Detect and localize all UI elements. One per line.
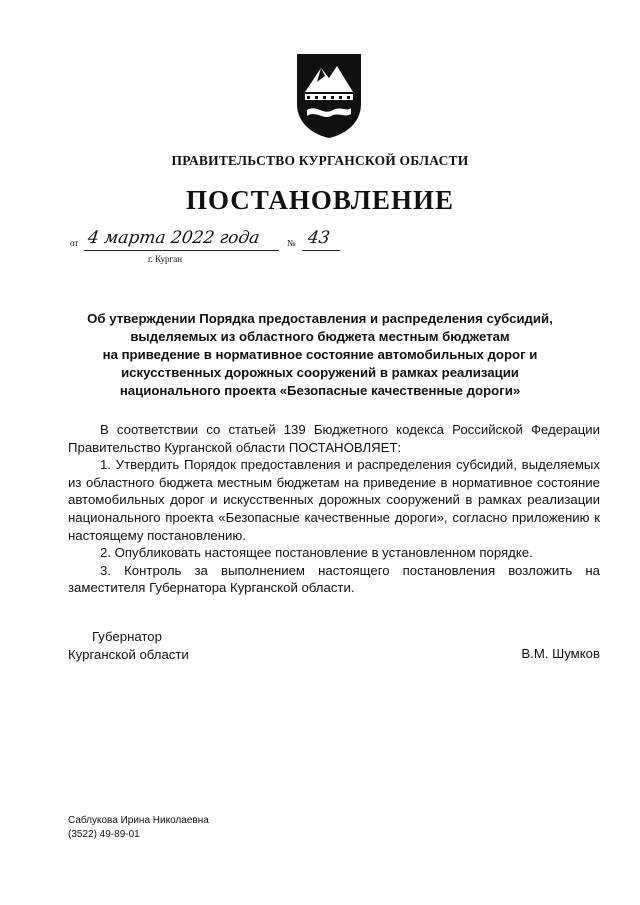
signatory-name: В.М. Шумков [521,646,600,661]
number-label: № [287,238,296,248]
item-2-paragraph: 2. Опубликовать настоящее постановление в установленном порядке. [100,545,533,561]
date-field [84,228,279,251]
preamble-paragraph: В соответствии со статьей 139 Бюджетного кодекса Российской Федерации Правительство Курганской области ПОСТАНОВЛЯЕТ: [68,422,600,455]
title-line: искусственных дорожных сооружений в рамках реализации [121,365,519,380]
handwritten-date: 4 марта 2022 года [86,228,261,248]
government-name: ПРАВИТЕЛЬСТВО КУРГАНСКОЙ ОБЛАСТИ [171,153,469,168]
document-type: ПОСТАНОВЛЕНИЕ [185,185,455,215]
signatory-position [68,628,189,664]
dateline [70,228,370,264]
number-field [302,228,340,251]
coat-of-arms-icon [293,52,365,140]
executor-info [68,814,209,842]
executor-name: Саблукова Ирина Николаевна [68,815,209,826]
item-3-paragraph: 3. Контроль за выполнением настоящего постановления возложить на заместителя Губернатора Курганской области. [68,562,600,596]
item-1-paragraph: 1. Утвердить Порядок предоставления и распределения субсидий, выделяемых из областного бюджета местным бюджетам на приведение в нормативное состояние автомобильных дорог и искусственных дорожных сооружений в рамках реализации национального проекта «Безопасные качественные дороги», согласно приложению к настоящему постановлению. [68,457,600,543]
title-line: выделяемых из областного бюджета местным бюджетам [130,329,510,344]
document-body [68,421,600,597]
position-line-1: Губернатор [92,629,162,644]
document-title [60,310,580,400]
date-from-label: от [70,238,79,248]
title-line: на приведение в нормативное состояние автомобильных дорог и [102,347,538,362]
city-label: г. Курган [148,254,183,264]
title-line: национального проекта «Безопасные качественные дороги» [119,383,521,398]
executor-phone: (3522) 49-89-01 [68,829,140,840]
handwritten-number: 43 [306,228,332,248]
position-line-2: Курганской области [68,647,189,662]
title-line: Об утверждении Порядка предоставления и распределения субсидий, [87,311,553,326]
